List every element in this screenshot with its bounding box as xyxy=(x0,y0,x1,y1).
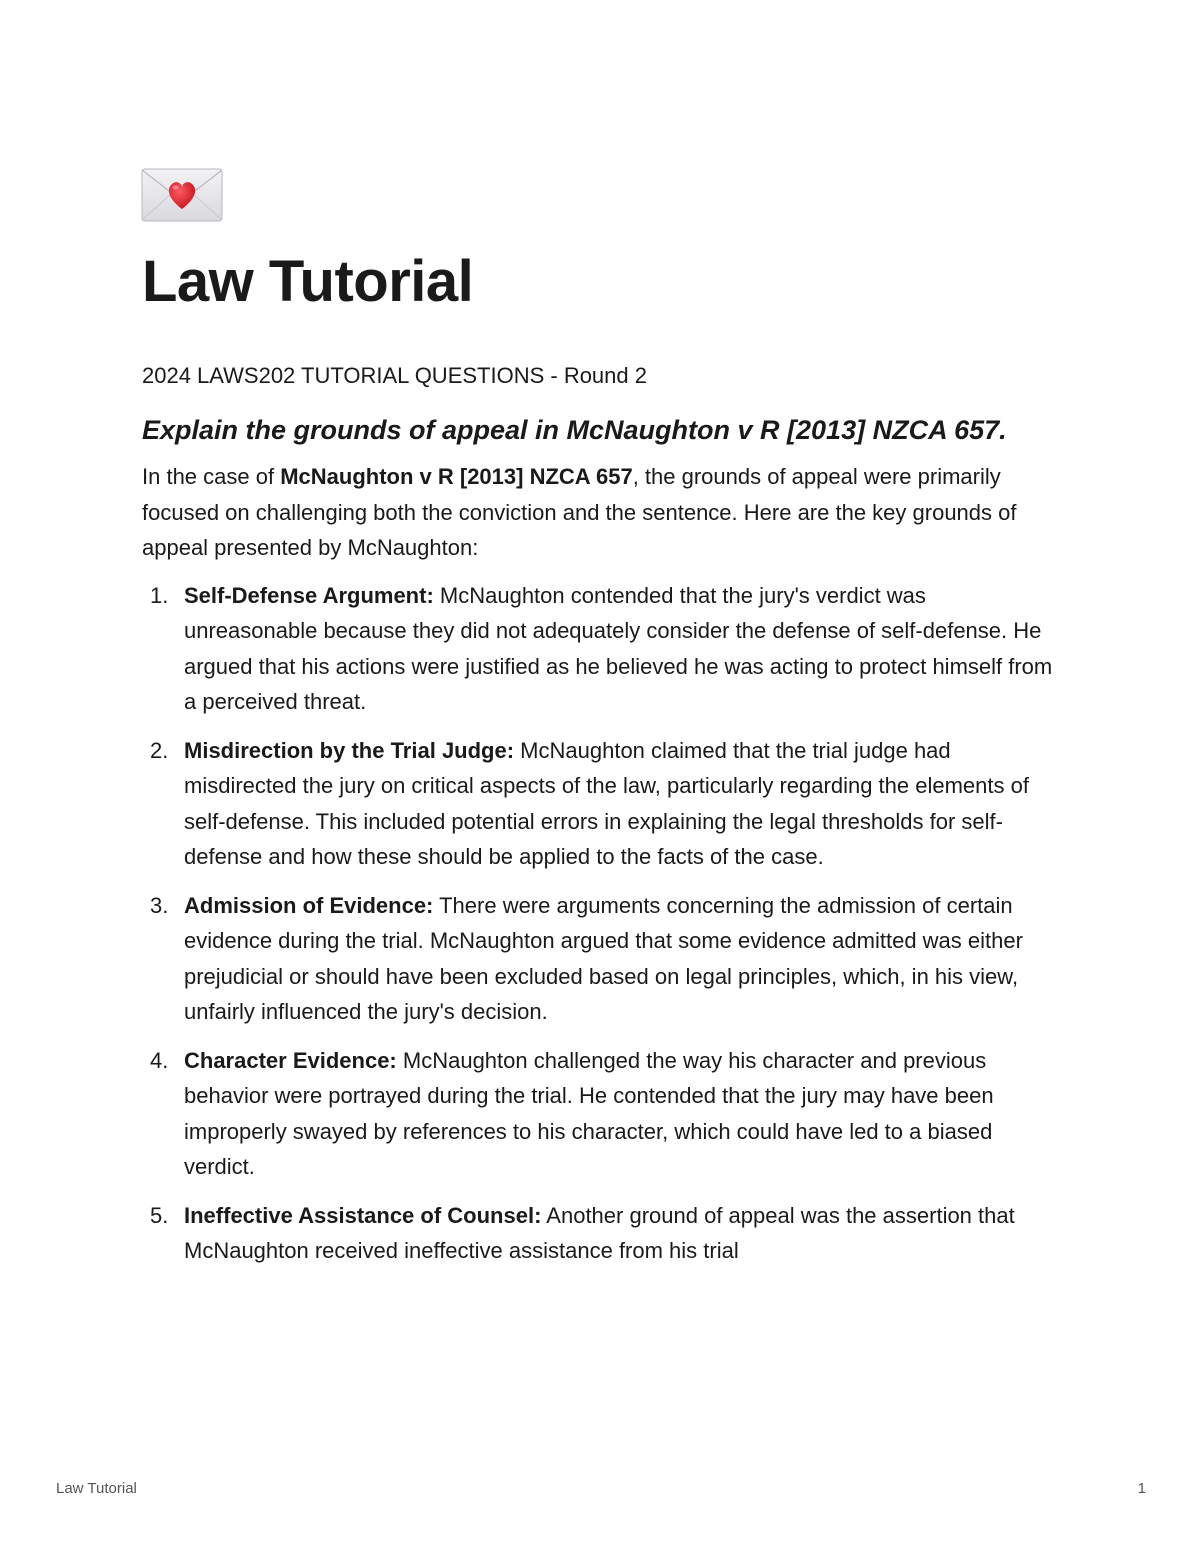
ground-term: Misdirection by the Trial Judge: xyxy=(184,737,515,763)
list-number: 5. xyxy=(150,1202,169,1228)
list-item xyxy=(142,578,1062,720)
ground-text: McNaughton contended that the jury's verdict was unreasonable because they did not adequately consider the defense of self-defense. He argued that his actions were justified as he believed he was acting to protect himself from a perceived threat. xyxy=(184,582,1053,714)
page-title: Law Tutorial xyxy=(142,249,474,314)
intro-text-after: , the grounds of appeal were primarily focused on challenging both the conviction and the sentence. Here are the key grounds of appeal presented by McNaughton: xyxy=(142,464,1017,560)
list-item xyxy=(142,733,1062,875)
ground-term: Ineffective Assistance of Counsel: xyxy=(184,1202,542,1228)
footer-document-title: Law Tutorial xyxy=(56,1480,137,1497)
case-citation: McNaughton v R [2013] NZCA 657 xyxy=(280,464,633,489)
list-item xyxy=(142,888,1062,1030)
ground-text: There were arguments concerning the admission of certain evidence during the trial. McNaughton argued that some evidence admitted was either prejudicial or should have been excluded based on legal principles, which, in his view, unfairly influenced the jury's decision. xyxy=(184,892,1023,1024)
footer-page-number: 1 xyxy=(1137,1480,1146,1497)
ground-term: Self-Defense Argument: xyxy=(184,582,434,608)
intro-paragraph xyxy=(142,459,1062,566)
list-item xyxy=(142,1198,1062,1269)
list-item xyxy=(142,1043,1062,1185)
list-number: 1. xyxy=(150,582,169,608)
list-number: 2. xyxy=(150,737,169,763)
intro-text-before: In the case of xyxy=(142,464,281,489)
ground-text: McNaughton claimed that the trial judge had misdirected the jury on critical aspects of the law, particularly regarding the elements of self-defense. This included potential errors in explaining the legal thresholds for self-defense and how these should be applied to the facts of the case. xyxy=(184,737,1029,869)
ground-text: Another ground of appeal was the assertion that McNaughton received ineffective assistance from his trial xyxy=(184,1202,1015,1263)
ground-text: McNaughton challenged the way his character and previous behavior were portrayed during the trial. He contended that the jury may have been improperly swayed by references to his character, which could have led to a biased verdict. xyxy=(184,1047,994,1179)
ground-term: Admission of Evidence: xyxy=(184,892,434,918)
list-number: 4. xyxy=(150,1047,169,1073)
list-number: 3. xyxy=(150,892,169,918)
question-heading: Explain the grounds of appeal in McNaughton v R [2013] NZCA 657. xyxy=(142,415,1007,445)
ground-term: Character Evidence: xyxy=(184,1047,397,1073)
subtitle: 2024 LAWS202 TUTORIAL QUESTIONS - Round 2 xyxy=(142,363,647,388)
love-letter-icon xyxy=(140,165,224,225)
grounds-list xyxy=(142,578,1062,1269)
page-content xyxy=(142,165,1062,1282)
